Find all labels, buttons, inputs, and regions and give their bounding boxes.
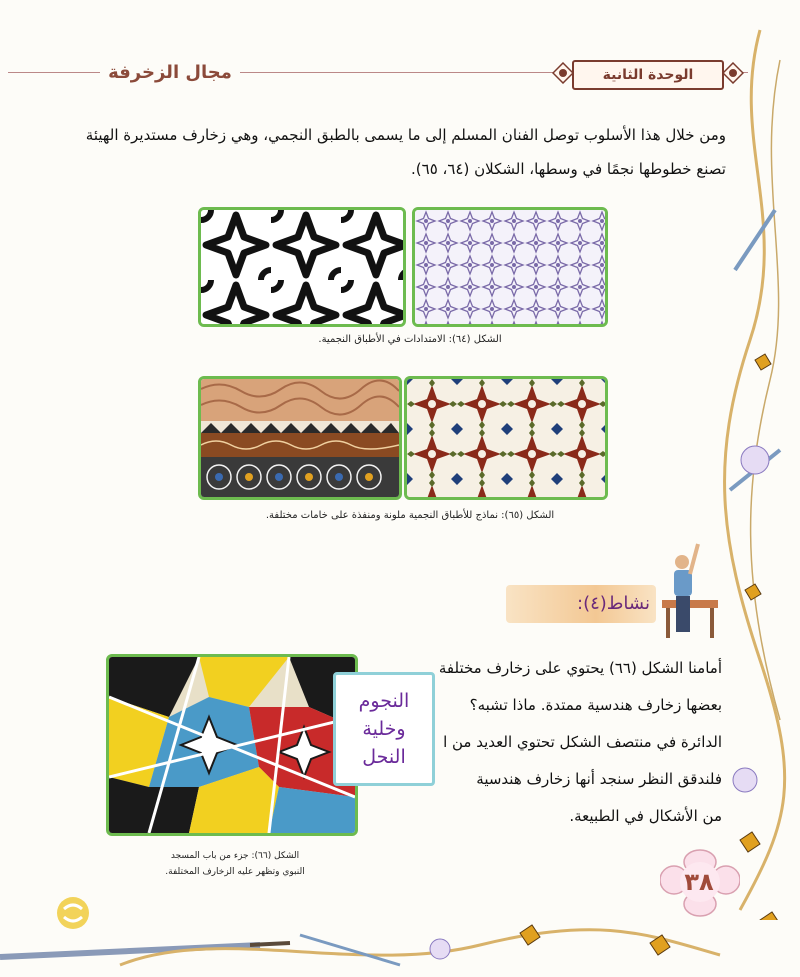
caption-line: الشكل (٦٦): جزء من باب المسجد xyxy=(170,851,300,861)
activity-text xyxy=(430,650,722,835)
figure-64-black-star-pattern xyxy=(198,207,406,327)
activity-line: بعضها زخارف هندسية ممتدة. ماذا تشبه؟ xyxy=(469,696,722,714)
field-title: مجال الزخرفة xyxy=(100,58,240,88)
figure-64-purple-star-pattern xyxy=(412,207,608,327)
callout-line: النحل xyxy=(362,746,406,768)
paragraph-line: ومن خلال هذا الأسلوب توصل الفنان المسلم إلى ما يسمى بالطبق النجمي، وهي زخارف مستديرة الهيئة xyxy=(85,126,726,144)
unit-label: الوحدة الثانية xyxy=(572,60,724,90)
answer-callout xyxy=(333,672,435,786)
callout-line: وخلية xyxy=(362,718,406,740)
callout-line: النجوم xyxy=(358,690,410,712)
activity-line: الدائرة في منتصف الشكل تحتوي العديد من ا xyxy=(443,733,722,751)
caption-line: النبوي وتظهر عليه الزخارف المختلفة. xyxy=(165,867,305,877)
bottom-brushes-decoration xyxy=(0,905,800,977)
ornament-icon xyxy=(552,62,574,84)
paragraph-line: تصنع خطوطها نجمًا في وسطها، الشكلان (٦٤، ٦٥). xyxy=(411,160,726,178)
figure-66-mosque-door xyxy=(106,654,358,836)
publisher-logo-icon xyxy=(52,895,94,931)
intro-paragraph xyxy=(76,118,726,186)
activity-line: فلندقق النظر سنجد أنها زخارف هندسية xyxy=(476,770,722,788)
student-raising-hand-illustration xyxy=(660,540,720,640)
figure-66-caption xyxy=(120,848,350,880)
figure-65-carved-wall xyxy=(198,376,402,500)
figure-65-caption: الشكل (٦٥): نماذج للأطباق النجمية ملونة ومنفذة على خامات مختلفة. xyxy=(265,510,555,521)
page-number: ٣٨ xyxy=(684,868,714,896)
figure-64-caption: الشكل (٦٤): الامتدادات في الأطباق النجمية. xyxy=(318,334,502,345)
figure-65-colored-tile xyxy=(404,376,608,500)
activity-line: أمامنا الشكل (٦٦) يحتوي على زخارف مختلفة xyxy=(438,659,722,677)
activity-title: نشاط(٤): xyxy=(577,593,650,614)
activity-line: من الأشكال في الطبيعة. xyxy=(569,807,722,825)
